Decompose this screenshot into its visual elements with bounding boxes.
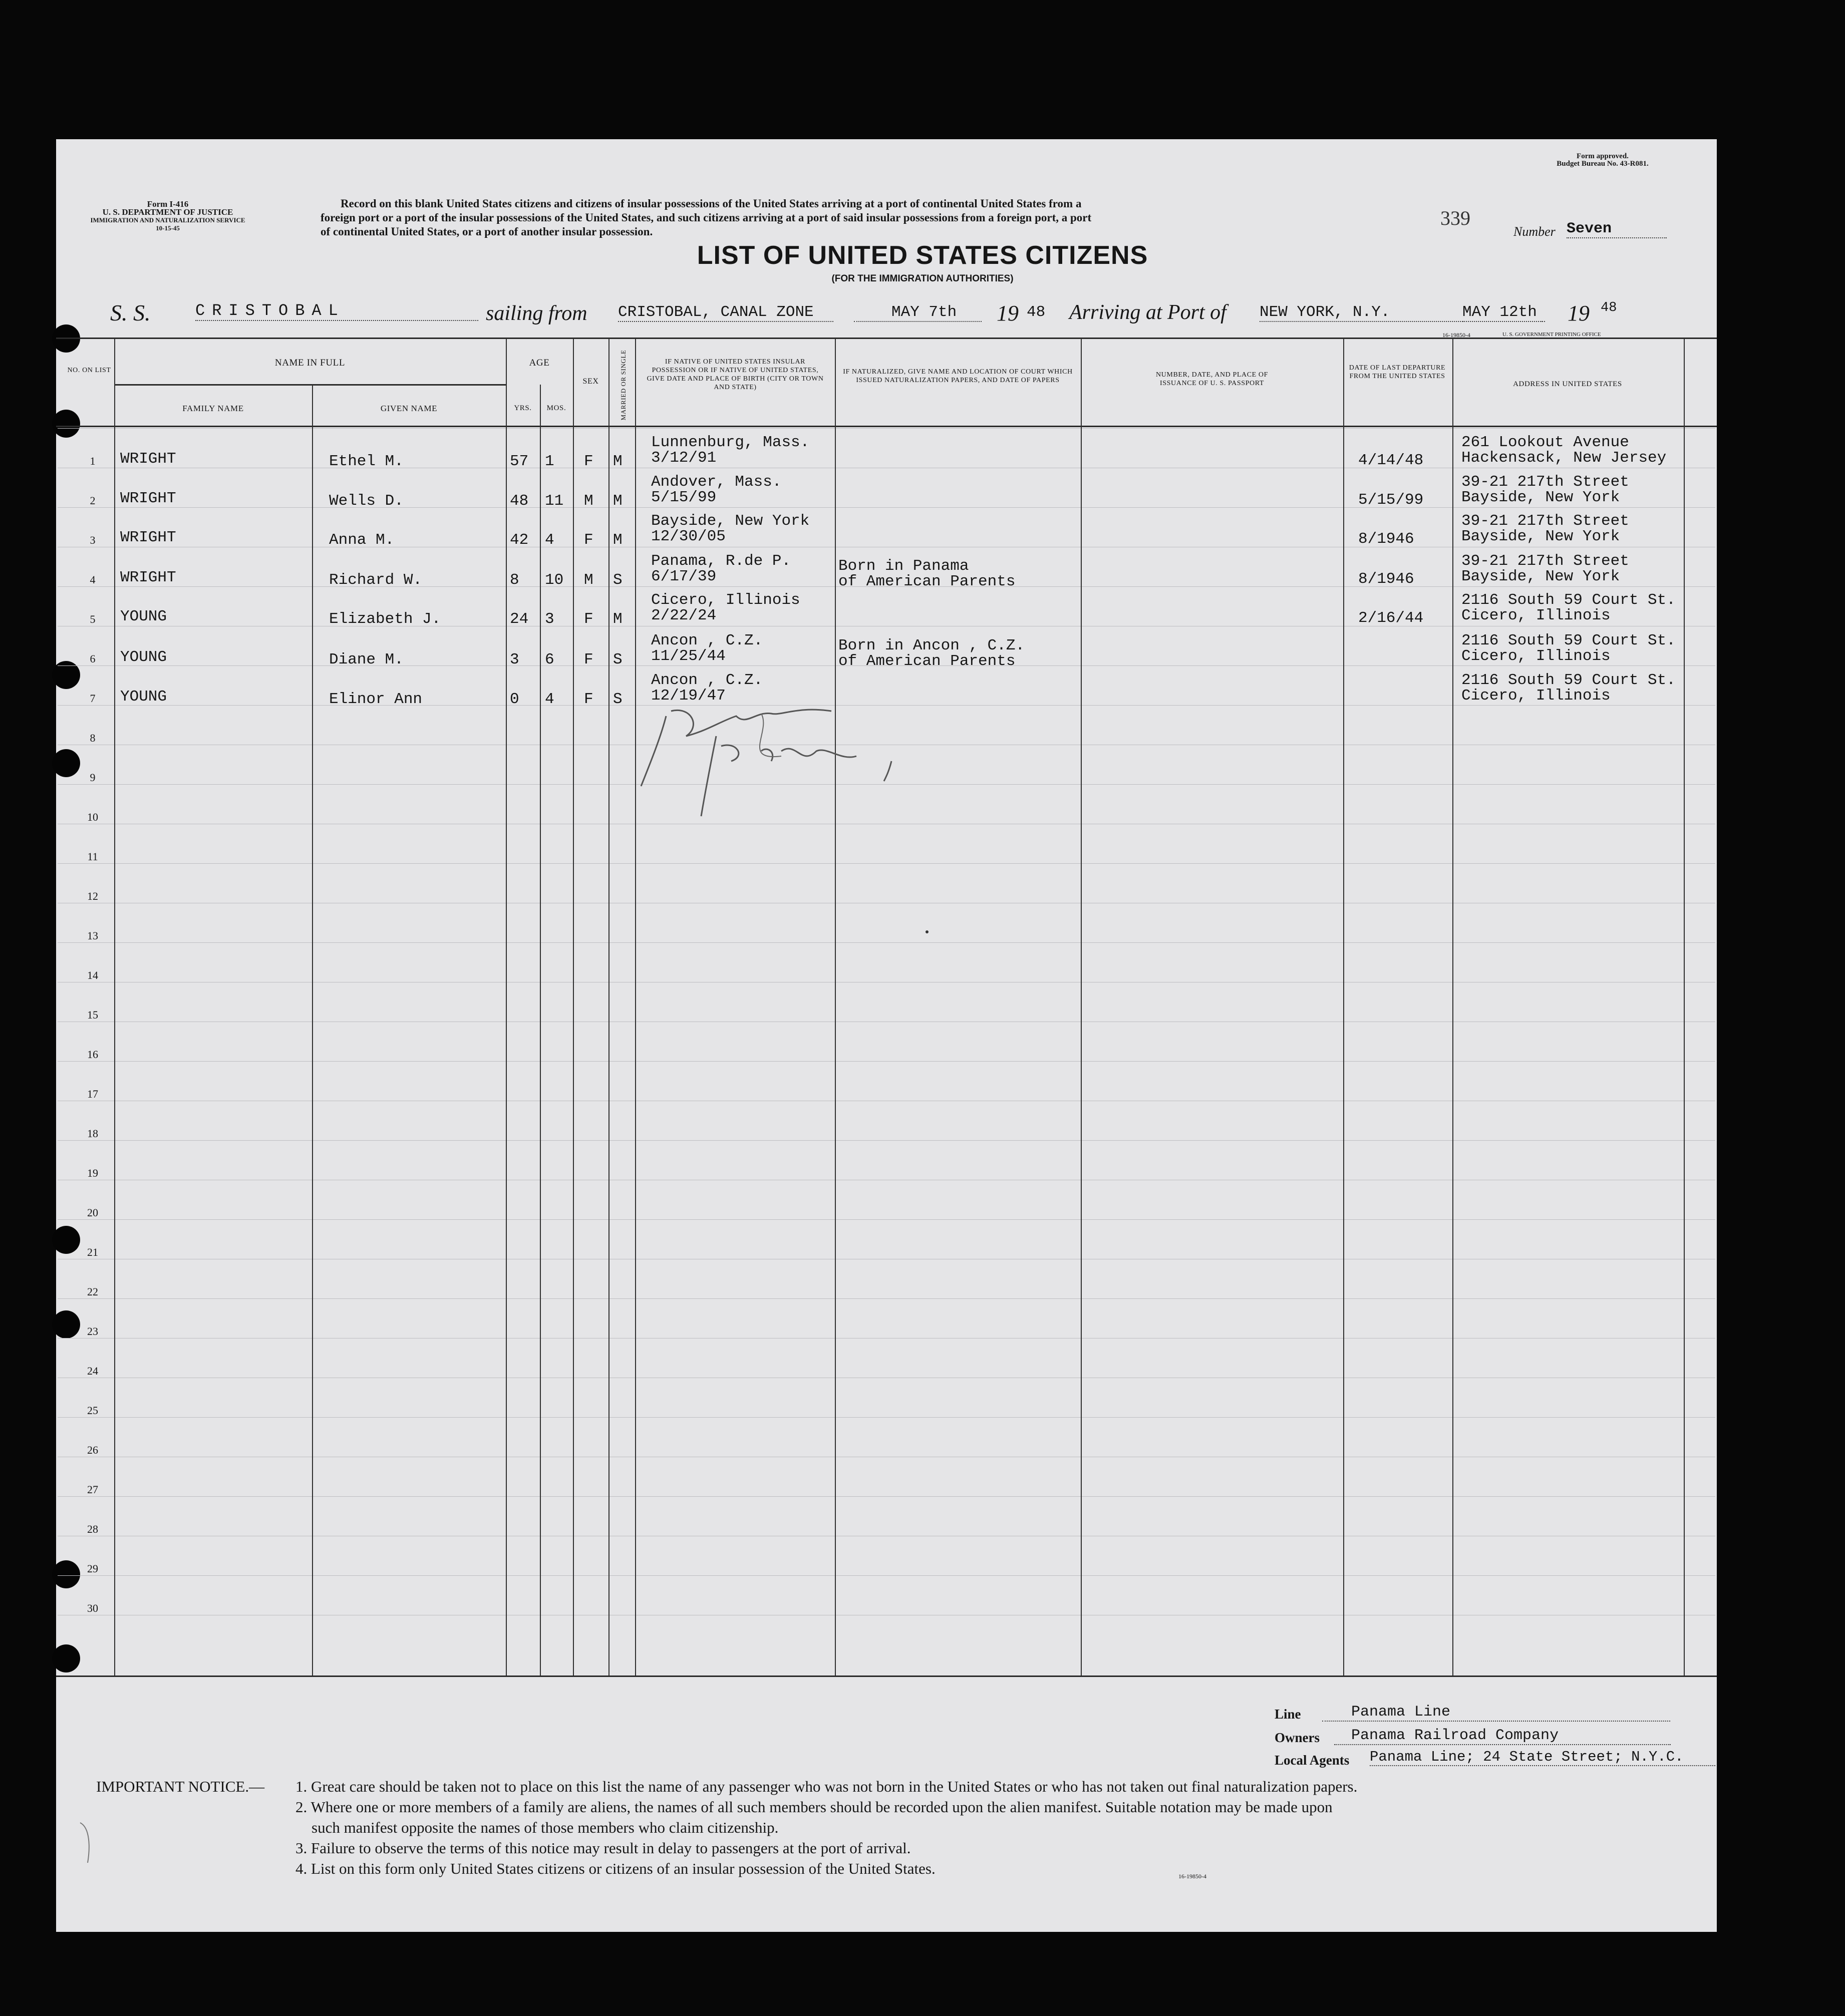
- local-agents-label: Local Agents: [1275, 1753, 1350, 1768]
- birth-place: Bayside, New York: [651, 512, 810, 530]
- row-rule: [58, 507, 1715, 508]
- col-mos: MOS.: [546, 404, 566, 412]
- row-number: 25: [87, 1404, 98, 1417]
- row-rule: [58, 1219, 1715, 1220]
- address-city: Cicero, Illinois: [1461, 607, 1611, 624]
- marital-status: M: [613, 453, 623, 470]
- given-name: Ethel M.: [329, 453, 404, 470]
- birth-place: Ancon , C.Z.: [651, 671, 763, 689]
- naturalization-line: Born in Ancon , C.Z.: [838, 637, 1025, 654]
- sailing-label: sailing from: [486, 302, 587, 325]
- binder-hole: [52, 1560, 80, 1588]
- sex: F: [584, 691, 593, 708]
- form-date: 10-15-45: [156, 224, 180, 232]
- address-city: Bayside, New York: [1461, 528, 1620, 545]
- name-header-rule: [114, 384, 506, 386]
- column-rule: [1684, 339, 1685, 1675]
- row-number: 18: [87, 1127, 98, 1140]
- row-number: 11: [87, 850, 98, 863]
- instruction-line: of continental United States, or a port of another insular possession.: [321, 225, 653, 238]
- approval-block: [1532, 153, 1673, 168]
- row-number: 30: [87, 1602, 98, 1614]
- given-name: Richard W.: [329, 571, 423, 589]
- sex: F: [584, 531, 593, 549]
- row-number: 26: [87, 1444, 98, 1456]
- notice-item: 1. Great care should be taken not to place on this list the name of any passenger who was not born in the United States or who has not taken out final naturalization papers.: [295, 1778, 1358, 1795]
- number-value: Seven: [1567, 220, 1667, 238]
- col-address: ADDRESS IN UNITED STATES: [1513, 380, 1622, 388]
- marital-status: M: [613, 531, 623, 549]
- naturalization-line: of American Parents: [838, 652, 1016, 670]
- row-number: 22: [87, 1285, 98, 1298]
- address-city: Bayside, New York: [1461, 568, 1620, 585]
- year-prefix: 19: [1568, 301, 1590, 325]
- last-departure-date: 5/15/99: [1358, 491, 1424, 509]
- sex: M: [584, 571, 593, 589]
- given-name: Wells D.: [329, 492, 404, 510]
- row-number: 28: [87, 1523, 98, 1535]
- row-rule: [58, 1496, 1715, 1497]
- marital-status: M: [613, 492, 623, 510]
- row-number: 1: [90, 455, 96, 467]
- family-name: WRIGHT: [120, 490, 176, 507]
- given-name: Elizabeth J.: [329, 610, 441, 628]
- marital-status: S: [613, 691, 623, 708]
- birth-date: 2/22/24: [651, 607, 717, 624]
- col-given-name: GIVEN NAME: [380, 404, 438, 413]
- row-rule: [58, 1061, 1715, 1062]
- row-number: 5: [90, 613, 96, 625]
- address-street: 2116 South 59 Court St.: [1461, 591, 1676, 609]
- department-label: U. S. DEPARTMENT OF JUSTICE: [102, 207, 233, 217]
- notice-heading: IMPORTANT NOTICE.—: [96, 1778, 265, 1795]
- sex: M: [584, 492, 593, 510]
- age-months: 6: [545, 651, 554, 668]
- binder-hole: [52, 1310, 80, 1338]
- given-name: Diane M.: [329, 651, 404, 668]
- row-number: 8: [90, 732, 96, 744]
- column-rule: [608, 339, 609, 1675]
- age-years: 0: [510, 691, 519, 708]
- family-name: WRIGHT: [120, 450, 176, 468]
- col-name-in-full: NAME IN FULL: [274, 358, 346, 368]
- address-street: 261 Lookout Avenue: [1461, 434, 1629, 451]
- row-rule: [58, 1140, 1715, 1141]
- col-last-departure: DATE OF LAST DEPARTURE FROM THE UNITED STATES: [1349, 364, 1446, 380]
- notice-item: 3. Failure to observe the terms of this notice may result in delay to passengers at the port of arrival.: [295, 1839, 911, 1857]
- instruction-line: foreign port or a port of the insular possessions of the United States, and such citizens arriving at a port of said insular possessions from a foreign port, a port: [321, 211, 1092, 224]
- address-city: Cicero, Illinois: [1461, 647, 1611, 665]
- header-bottom-rule: [56, 426, 1717, 427]
- form-id: Form I-416: [147, 199, 189, 209]
- arrival-date: MAY 12th: [1462, 303, 1543, 322]
- column-rule: [1081, 339, 1082, 1675]
- table-bottom-rule: [56, 1675, 1717, 1677]
- binder-hole: [52, 1226, 80, 1254]
- age-months: 3: [545, 610, 554, 628]
- given-name: Elinor Ann: [329, 691, 423, 708]
- marital-status: M: [613, 610, 623, 628]
- row-rule: [58, 863, 1715, 864]
- pencil-mark: [75, 1818, 105, 1868]
- column-rule: [114, 339, 115, 1675]
- birth-date: 12/30/05: [651, 528, 726, 545]
- family-name: WRIGHT: [120, 569, 176, 586]
- age-months: 11: [545, 492, 564, 510]
- col-age: AGE: [529, 358, 550, 368]
- column-rule: [635, 339, 636, 1675]
- column-rule: [506, 339, 507, 1675]
- address-street: 39-21 217th Street: [1461, 512, 1629, 530]
- row-number: 12: [87, 890, 98, 902]
- column-rule: [835, 339, 836, 1675]
- instruction-text: [321, 197, 1427, 239]
- owners-label: Owners: [1275, 1730, 1320, 1745]
- family-name: YOUNG: [120, 688, 167, 706]
- binder-hole: [52, 410, 80, 438]
- address-city: Hackensack, New Jersey: [1461, 449, 1667, 467]
- address-street: 39-21 217th Street: [1461, 473, 1629, 491]
- row-rule: [58, 1298, 1715, 1299]
- binder-hole: [52, 1644, 80, 1672]
- table-top-rule: [56, 338, 1717, 339]
- given-name: Anna M.: [329, 531, 395, 549]
- number-label: Number: [1513, 224, 1556, 239]
- birth-date: 11/25/44: [651, 647, 726, 665]
- col-naturalized: IF NATURALIZED, GIVE NAME AND LOCATION OF COURT WHICH ISSUED NATURALIZATION PAPERS, AND DATE OF PAPERS: [843, 368, 1073, 384]
- age-years: 24: [510, 610, 529, 628]
- last-departure-date: 2/16/44: [1358, 609, 1424, 627]
- address-street: 39-21 217th Street: [1461, 552, 1629, 570]
- age-months: 10: [545, 571, 564, 589]
- row-rule: [58, 428, 1715, 429]
- row-number: 24: [87, 1365, 98, 1377]
- page-subtitle: (FOR THE IMMIGRATION AUTHORITIES): [831, 273, 1014, 284]
- age-years: 8: [510, 571, 519, 589]
- sex: F: [584, 453, 593, 470]
- address-city: Cicero, Illinois: [1461, 687, 1611, 705]
- birth-date: 3/12/91: [651, 449, 717, 467]
- naturalization-line: Born in Panama: [838, 557, 969, 575]
- ship-name: CRISTOBAL: [195, 301, 478, 321]
- row-number: 10: [87, 811, 98, 823]
- address-city: Bayside, New York: [1461, 489, 1620, 506]
- marital-status: S: [613, 571, 623, 589]
- row-number: 13: [87, 929, 98, 942]
- line-value: Panama Line: [1322, 1704, 1670, 1722]
- notice-item: 4. List on this form only United States citizens or citizens of an insular possession of the United States.: [295, 1860, 936, 1877]
- address-street: 2116 South 59 Court St.: [1461, 671, 1676, 689]
- birth-place: Andover, Mass.: [651, 473, 782, 491]
- departure-year: 48: [1027, 303, 1046, 321]
- family-name: YOUNG: [120, 608, 167, 625]
- col-birth: IF NATIVE OF UNITED STATES INSULAR POSSESSION OR IF NATIVE OF UNITED STATES, GIVE DATE AND PLACE OF BIRTH (CITY OR TOWN AND STATE): [647, 358, 824, 391]
- column-rule: [573, 339, 574, 1675]
- notice-item: 2. Where one or more members of a family are aliens, the names of all such members should be recorded upon the alien manifest. Suitable notation may be made upon: [295, 1798, 1333, 1816]
- row-number: 27: [87, 1483, 98, 1496]
- row-rule: [58, 942, 1715, 943]
- row-number: 2: [90, 494, 96, 507]
- local-agents-value: Panama Line; 24 State Street; N.Y.C.: [1370, 1749, 1715, 1766]
- naturalization-line: of American Parents: [838, 573, 1016, 590]
- year-prefix: 19: [997, 301, 1019, 325]
- birth-date: 6/17/39: [651, 568, 717, 585]
- row-number: 9: [90, 771, 96, 784]
- row-number: 15: [87, 1009, 98, 1021]
- birth-place: Lunnenburg, Mass.: [651, 434, 810, 451]
- service-label: IMMIGRATION AND NATURALIZATION SERVICE: [90, 216, 245, 224]
- age-years: 3: [510, 651, 519, 668]
- line-label: Line: [1275, 1707, 1301, 1722]
- marital-status: S: [613, 651, 623, 668]
- sex: F: [584, 610, 593, 628]
- birth-place: Cicero, Illinois: [651, 591, 800, 609]
- col-married-single: MARRIED OR SINGLE: [620, 350, 627, 421]
- col-no: NO. ON LIST: [67, 367, 111, 374]
- row-rule: [58, 1417, 1715, 1418]
- notice-item: such manifest opposite the names of those members who claim citizenship.: [312, 1819, 779, 1836]
- row-number: 21: [87, 1246, 98, 1258]
- row-number: 3: [90, 534, 96, 546]
- age-years: 42: [510, 531, 529, 549]
- column-rule: [1343, 339, 1344, 1675]
- row-number: 14: [87, 969, 98, 981]
- departure-date: MAY 7th: [854, 303, 982, 322]
- row-number: 7: [90, 692, 96, 705]
- column-rule: [1452, 339, 1453, 1675]
- departure-port: CRISTOBAL, CANAL ZONE: [618, 303, 833, 322]
- age-months: 1: [545, 453, 554, 470]
- last-departure-date: 8/1946: [1358, 530, 1414, 548]
- row-number: 16: [87, 1048, 98, 1061]
- col-yrs: YRS.: [514, 404, 532, 412]
- row-rule: [58, 1575, 1715, 1576]
- instruction-line: Record on this blank United States citizens and citizens of insular possessions of the United States arriving at a port of continental United States from a: [341, 197, 1082, 210]
- row-number: 20: [87, 1206, 98, 1219]
- row-number: 4: [90, 573, 96, 586]
- last-departure-date: 4/14/48: [1358, 452, 1424, 469]
- page-title: LIST OF UNITED STATES CITIZENS: [697, 241, 1148, 270]
- age-years: 48: [510, 492, 529, 510]
- ss-label: S. S.: [110, 300, 151, 325]
- family-name: YOUNG: [120, 648, 167, 666]
- row-number: 17: [87, 1088, 98, 1100]
- sheet-id: 339: [1440, 207, 1470, 229]
- stray-mark: [926, 930, 929, 933]
- birth-date: 5/15/99: [651, 489, 717, 506]
- birth-date: 12/19/47: [651, 687, 726, 705]
- form-id-block: [68, 200, 268, 232]
- address-street: 2116 South 59 Court St.: [1461, 632, 1676, 649]
- col-sex: SEX: [582, 377, 599, 386]
- row-number: 19: [87, 1167, 98, 1179]
- column-rule: [540, 385, 541, 1675]
- arrival-port: NEW YORK, N.Y.: [1260, 303, 1545, 322]
- age-months: 4: [545, 691, 554, 708]
- col-family-name: FAMILY NAME: [182, 404, 244, 413]
- printing-code: 16-19850-4: [1442, 331, 1470, 339]
- approval-label: Form approved.: [1577, 152, 1629, 160]
- sex: F: [584, 651, 593, 668]
- family-name: WRIGHT: [120, 529, 176, 546]
- row-number: 6: [90, 652, 96, 665]
- arriving-label: Arriving at Port of: [1069, 301, 1226, 324]
- handwritten-annotation: [631, 701, 982, 831]
- printer-label: U. S. GOVERNMENT PRINTING OFFICE: [1502, 331, 1601, 338]
- budget-label: Budget Bureau No. 43-R081.: [1557, 160, 1649, 168]
- column-rule: [312, 385, 313, 1675]
- row-number: 23: [87, 1325, 98, 1337]
- age-years: 57: [510, 453, 529, 470]
- last-departure-date: 8/1946: [1358, 570, 1414, 588]
- binder-hole: [52, 749, 80, 777]
- birth-place: Panama, R.de P.: [651, 552, 791, 570]
- bottom-code: 16-19850-4: [1178, 1873, 1206, 1880]
- row-number: 29: [87, 1562, 98, 1575]
- owners-value: Panama Railroad Company: [1334, 1727, 1671, 1745]
- birth-place: Ancon , C.Z.: [651, 632, 763, 649]
- col-passport: NUMBER, DATE, AND PLACE OF ISSUANCE OF U. S. PASSPORT: [1155, 371, 1269, 387]
- age-months: 4: [545, 531, 554, 549]
- arrival-year: 48: [1601, 300, 1617, 315]
